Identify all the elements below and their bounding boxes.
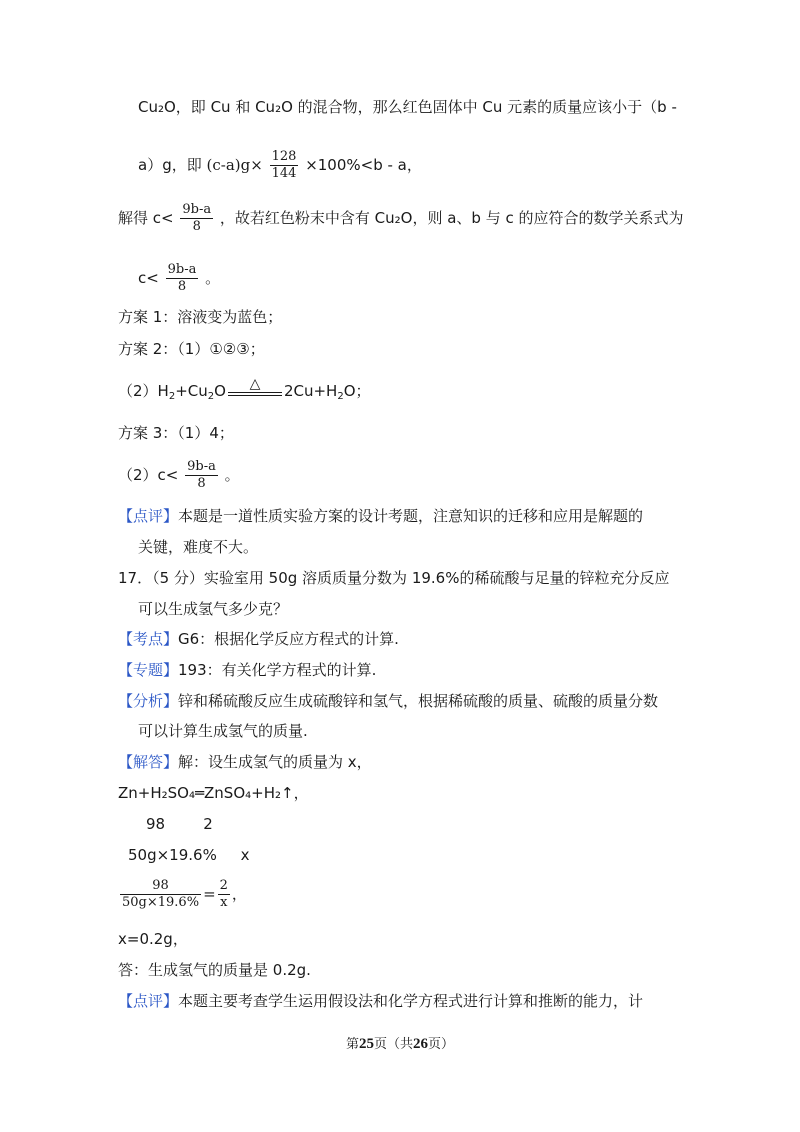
fraction: $\frac{9b-a}{8}$ [187, 459, 216, 491]
analysis-line: 【分析】锌和稀硫酸反应生成硫酸锌和氢气，根据稀硫酸的质量、硫酸的质量分数 [118, 692, 659, 710]
fraction: $\frac{128}{144}$ [271, 149, 297, 181]
result-line: x=0.2g， [118, 930, 188, 948]
equation-line: a）g，即 (c-a)g× $\frac{128}{144}$ ×100%<b - a， [138, 149, 422, 181]
fraction: $\frac{98}{50g\times 19.6\%}$ [122, 878, 200, 910]
comment-line: 【点评】本题主要考查学生运用假设法和化学方程式进行计算和推断的能力，计 [118, 992, 644, 1010]
text-line: 方案 2：（1）①②③； [118, 340, 265, 358]
fraction: $\frac{2}{x}$ [219, 878, 228, 910]
comment-line: 【点评】本题是一道性质实验方案的设计考题，注意知识的迁移和应用是解题的 [118, 507, 644, 525]
reaction-equation: $(2)H_2+Cu_2O$ △ $2Cu+H_2O$； [118, 375, 371, 402]
section-tag: 【点评】 [118, 507, 179, 525]
equation-line: c< $\frac{9b-a}{8}$ 。 [138, 262, 221, 294]
total-pages: 26 [413, 1036, 428, 1052]
equation-line: （2）c< $\frac{9b-a}{8}$ 。 [118, 459, 240, 491]
equation-line: 解得 c< $\frac{9b-a}{8}$ ，故若红色粉末中含有 Cu₂O，则 a、b 与 c 的应符合的数学关系式为 [118, 202, 684, 234]
molar-mass-line: 98 2 [146, 815, 213, 833]
section-tag: 【分析】 [118, 692, 179, 710]
text-line: Cu₂O，即 Cu 和 Cu₂O 的混合物，那么红色固体中 Cu 元素的质量应该小于（b - [138, 98, 677, 116]
heat-condition-sign: △ [226, 381, 284, 403]
text-line: 可以生成氢气多少克？ [138, 600, 289, 618]
section-tag: 【解答】 [118, 753, 179, 771]
chemical-equation: Zn+H₂SO₄═ZnSO₄+H₂↑， [118, 784, 309, 802]
topic-line: 【专题】193：有关化学方程式的计算. [118, 661, 377, 679]
section-tag: 【考点】 [118, 630, 179, 648]
fraction: $\frac{9b-a}{8}$ [167, 262, 197, 294]
fraction: $\frac{9b-a}{8}$ [182, 202, 212, 234]
page-footer: 第25页（共26页） [345, 1036, 455, 1052]
text-line: 方案 3：（1）4； [118, 424, 234, 442]
page-number: 25 [358, 1036, 374, 1052]
text-line: 可以计算生成氢气的质量. [138, 722, 308, 740]
conclusion-line: 答：生成氢气的质量是 0.2g. [118, 961, 311, 979]
mass-line: 50g×19.6% x [128, 846, 250, 864]
question-title: 17．（5 分）实验室用 50g 溶质质量分数为 19.6%的稀硫酸与足量的锌粒充分反应 [118, 569, 670, 587]
answer-line: 【解答】解：设生成氢气的质量为 x， [118, 753, 372, 771]
key-point-line: 【考点】G6：根据化学反应方程式的计算. [118, 630, 399, 648]
section-tag: 【专题】 [118, 661, 179, 679]
section-tag: 【点评】 [118, 992, 179, 1010]
proportion-equation: $\frac{98}{50g\times 19.6\%}$ = $\frac{2}{x}$ ， [122, 878, 247, 910]
text-line: 方案 1：溶液变为蓝色； [118, 308, 283, 326]
text-line: 关键，难度不大。 [138, 538, 259, 556]
